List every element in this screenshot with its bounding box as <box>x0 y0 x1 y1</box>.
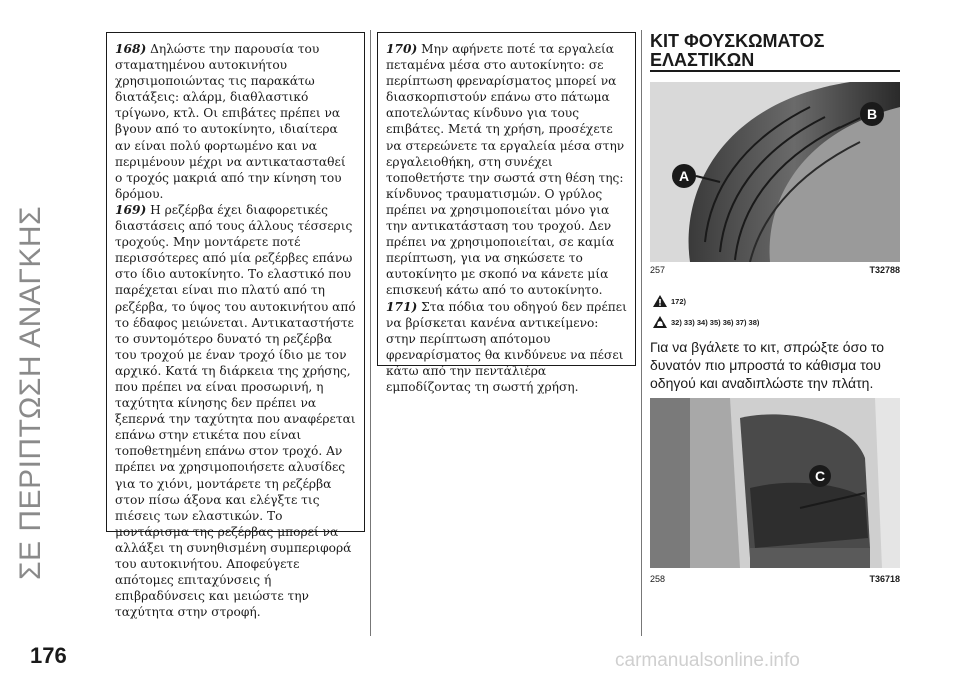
watermark: carmanualsonline.info <box>615 650 800 671</box>
figure1-caption <box>650 265 900 275</box>
label-c: C <box>814 468 826 484</box>
title-rule <box>650 70 900 72</box>
figure-driver-seat <box>650 398 900 568</box>
section-title: ΚΙΤ ΦΟΥΣΚΩΜΑΤΟΣ ΕΛΑΣΤΙΚΩΝ <box>650 31 825 70</box>
page-number: 176 <box>30 643 67 668</box>
figure1-number: 257 <box>650 265 666 275</box>
warning-refs-1: 172) <box>671 296 687 306</box>
figure-tyre-kit <box>650 82 900 262</box>
warning-refs-2: 32) 33) 34) 35) 36) 37) 38) <box>671 317 760 327</box>
instruction-text: Για να βγάλετε το κιτ, σπρώξτε όσο το δυνατόν πιο μπροστά το κάθισμα του οδηγού και αναδιπλώστε την πλάτη. <box>650 339 885 391</box>
notes-column-2 <box>377 32 636 394</box>
note-169: 169) Η ρεζέρβα έχει διαφορετικές διαστάσεις από τους άλλους τέσσερις τροχούς. Μην μοντάρετε ποτέ περισσότερες από μία ρεζέρβες επάνω στο ίδιο αυτοκίνητο. Το ελαστικό που παρέχεται είναι πιο πλατύ από τη ρεζέρβα, το ύψος του αυτοκινήτου από το έδαφος μειώνεται. Αντικαταστήστε το συντομότερο δυνατό τη ρεζέρβα του τροχού με έναν τροχό ίδιο με τον αρχικό. Κατά τη διάρκεια της χρήσης, που πρέπει να είναι προσωρινή, η ταχύτητα κίνησης δεν πρέπει να ξεπερνά την ταχύτητα που αναφέρεται επάνω στην ετικέτα που είναι τοποθετημένη επάνω στον τροχό. Αν πρέπει να χρησιμοποιήσετε αλυσίδες για το χιόνι, μοντάρετε τη ρεζέρβα στον πίσω άξονα και ελέγξτε τις πιέσεις των ελαστικών. Το μοντάρισμα της ρεζέρβας μπορεί να αλλάξει τη συνηθισμένη συμπεριφορά του αυτοκινήτου. Αποφεύγετε απότομες επιταχύνσεις ή επιβραδύνσεις και μειώστε την ταχύτητα στην στροφή. <box>115 202 356 620</box>
label-a: A <box>678 168 690 184</box>
column-divider <box>370 30 371 636</box>
figure2-number: 258 <box>650 574 666 584</box>
chapter-sidebar <box>0 0 110 678</box>
column-divider-2 <box>641 30 642 636</box>
notes-column-1 <box>106 32 365 620</box>
figure2-code: T36718 <box>869 574 900 584</box>
figure1-code: T32788 <box>869 265 900 275</box>
figure2-caption <box>650 574 900 584</box>
note-170: 170) Μην αφήνετε ποτέ τα εργαλεία πεταμένα μέσα στο αυτοκίνητο: σε περίπτωση φρεναρίσματος μπορεί να διασκορπιστούν επάνω στο πάτωμα αποτελώντας κίνδυνο για τους επιβάτες. Μετά τη χρήση, προσέχετε να στερεώνετε τα εργαλεία μέσα στην εργαλειοθήκη, στη συνέχει τοποθετήστε την σωστά στη θέση της: κίνδυνος τραυματισμών. Ο γρύλος πρέπει να χρησιμοποιείται μόνο για την αντικατάσταση του τροχού. Δεν πρέπει να χρησιμοποιείται, σε καμία περίπτωση, για να σηκώσετε το αυτοκίνητο με σκοπό να κάνετε μία επισκευή κάτω από το αυτοκίνητο. <box>386 42 625 298</box>
tyre-illustration <box>650 82 900 262</box>
caution-hand-icon <box>653 316 667 328</box>
seat-illustration <box>650 398 900 568</box>
note-171: 171) Στα πόδια του οδηγού δεν πρέπει να βρίσκεται κανένα αντικείμενο: στην περίπτωση απότομου φρεναρίσματος θα κινδύνευε να πέσει κάτω από την πεντάλιέρα εμποδίζοντας τη σωστή χρήση. <box>386 299 627 394</box>
chapter-title: ΣΕ ΠΕΡΙΠΤΩΣΗ ΑΝΑΓΚΗΣ <box>14 205 47 580</box>
warning-row-1 <box>653 295 686 307</box>
note-168: 168) Δηλώστε την παρουσία του σταματημένου αυτοκινήτου χρησιμοποιώντας τις παρακάτω διατάξεις: αλάρμ, διαθλαστικό τρίγωνο, κτλ. Οι επιβάτες πρέπει να βγουν από το αυτοκίνητο, ιδιαίτερα αν είναι πολύ φορτωμένο και να περιμένουν μέχρι να αντικατασταθεί ο τροχός μακριά από την κίνηση του δρόμου. <box>115 42 346 201</box>
warning-row-2 <box>653 316 759 328</box>
warning-triangle-icon <box>653 295 667 307</box>
label-b: B <box>866 106 878 122</box>
